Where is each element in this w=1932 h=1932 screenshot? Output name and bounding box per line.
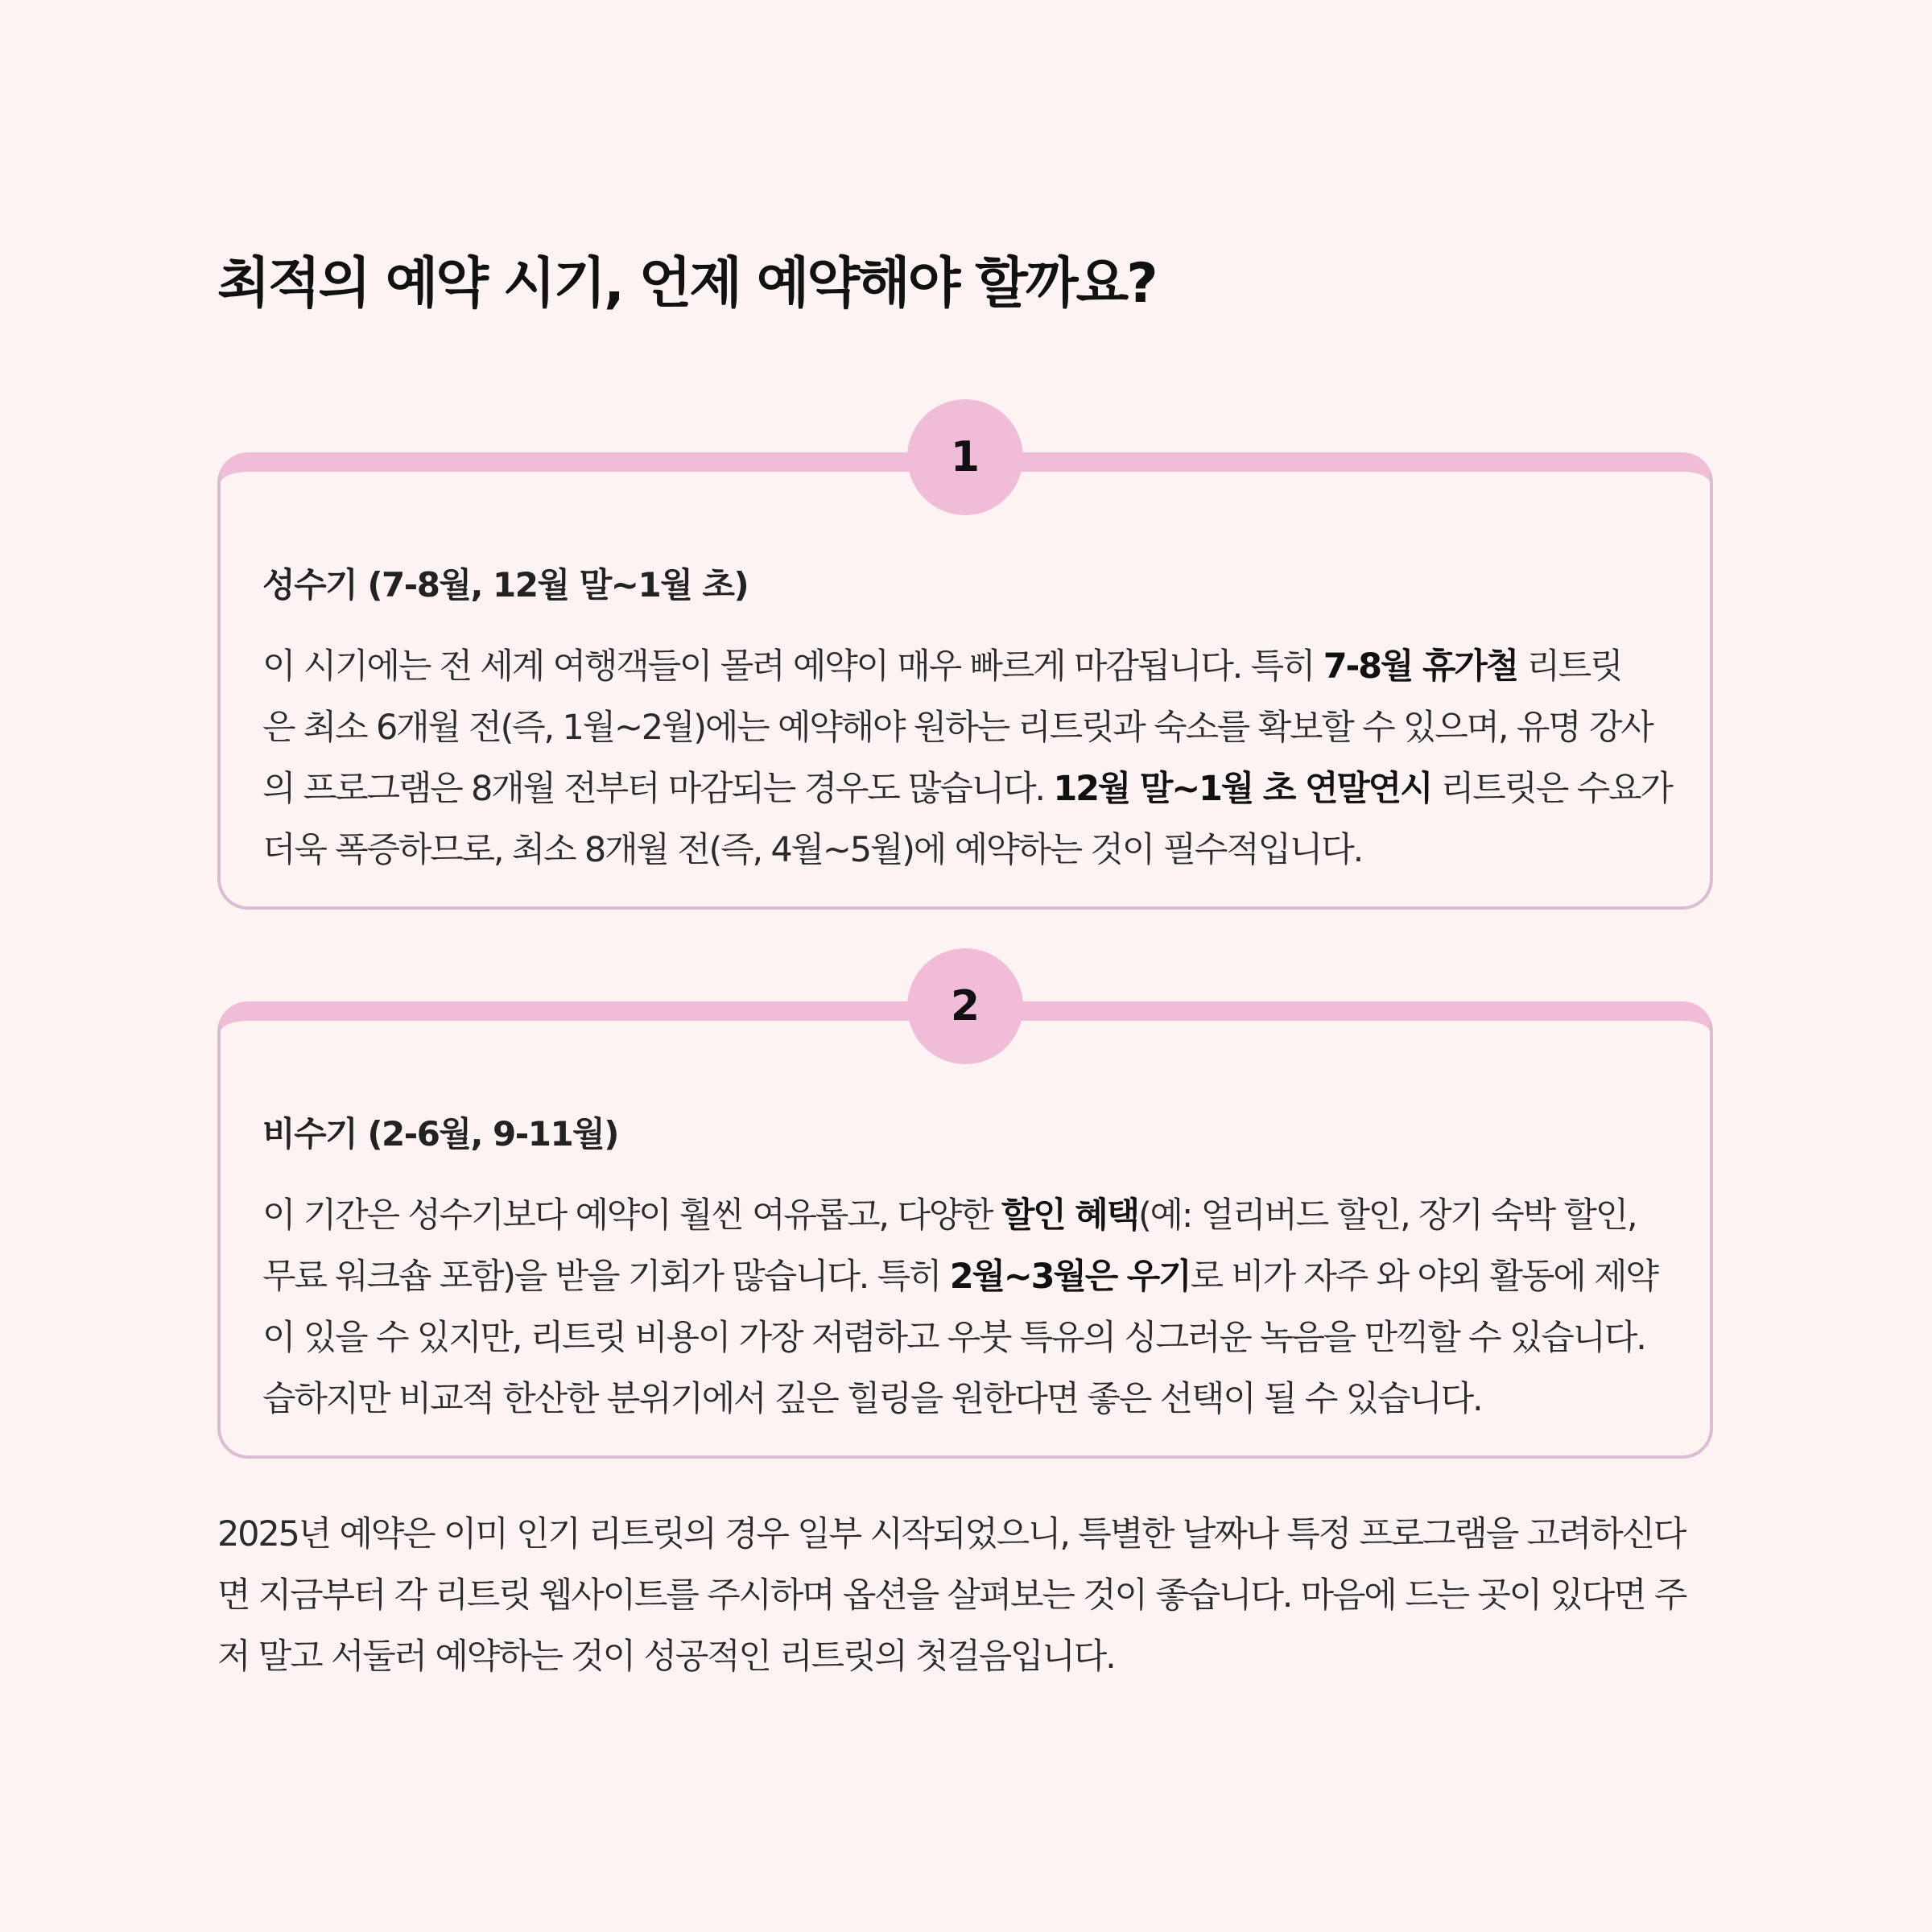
page-title: 최적의 예약 시기, 언제 예약해야 할까요? xyxy=(217,252,1156,316)
emphasis-text: 7-8월 휴가철 xyxy=(1323,646,1517,687)
card-body xyxy=(262,636,1679,881)
step-number-badge: 1 xyxy=(907,399,1023,515)
body-line: 의 프로그램은 8개월 전부터 마감되는 경우도 많습니다. 12월 말~1월 초 연말연시 리트릿은 수요가 xyxy=(262,769,1672,809)
body-line: 무료 워크숍 포함)을 받을 기회가 많습니다. 특히 2월~3월은 우기로 비가 자주 와 야외 활동에 제약 xyxy=(262,1257,1657,1297)
footer-line: 2025년 예약은 이미 인기 리트릿의 경우 일부 시작되었으니, 특별한 날짜나 특정 프로그램을 고려하신다 xyxy=(217,1514,1686,1554)
emphasis-text: 2월~3월은 우기 xyxy=(949,1257,1191,1297)
body-line: 더욱 폭증하므로, 최소 8개월 전(즉, 4월~5월)에 예약하는 것이 필수적입니다. xyxy=(262,830,1363,870)
body-line: 이 있을 수 있지만, 리트릿 비용이 가장 저렴하고 우붓 특유의 싱그러운 녹음을 만끽할 수 있습니다. xyxy=(262,1318,1645,1358)
body-line: 은 최소 6개월 전(즉, 1월~2월)에는 예약해야 원하는 리트릿과 숙소를 확보할 수 있으며, 유명 강사 xyxy=(262,708,1653,748)
card-body xyxy=(262,1185,1679,1430)
footer-line: 저 말고 서둘러 예약하는 것이 성공적인 리트릿의 첫걸음입니다. xyxy=(217,1637,1115,1677)
off-season-card xyxy=(217,982,1713,1459)
footer-line: 면 지금부터 각 리트릿 웹사이트를 주시하며 옵션을 살펴보는 것이 좋습니다. 마음에 드는 곳이 있다면 주 xyxy=(217,1575,1686,1616)
emphasis-text: 할인 혜택 xyxy=(1001,1195,1138,1236)
body-line: 이 기간은 성수기보다 예약이 훨씬 여유롭고, 다양한 할인 혜택(예: 얼리버드 할인, 장기 숙박 할인, xyxy=(262,1195,1637,1236)
closing-paragraph xyxy=(217,1504,1713,1687)
peak-season-card xyxy=(217,433,1713,910)
body-line: 이 시기에는 전 세계 여행객들이 몰려 예약이 매우 빠르게 마감됩니다. 특히 7-8월 휴가철 리트릿 xyxy=(262,646,1622,687)
body-line: 습하지만 비교적 한산한 분위기에서 깊은 힐링을 원한다면 좋은 선택이 될 수 있습니다. xyxy=(262,1379,1482,1419)
card-title: 비수기 (2-6월, 9-11월) xyxy=(262,1114,618,1154)
emphasis-text: 12월 말~1월 초 연말연시 xyxy=(1053,769,1432,809)
step-number-badge: 2 xyxy=(907,948,1023,1064)
card-title: 성수기 (7-8월, 12월 말~1월 초) xyxy=(262,565,749,605)
